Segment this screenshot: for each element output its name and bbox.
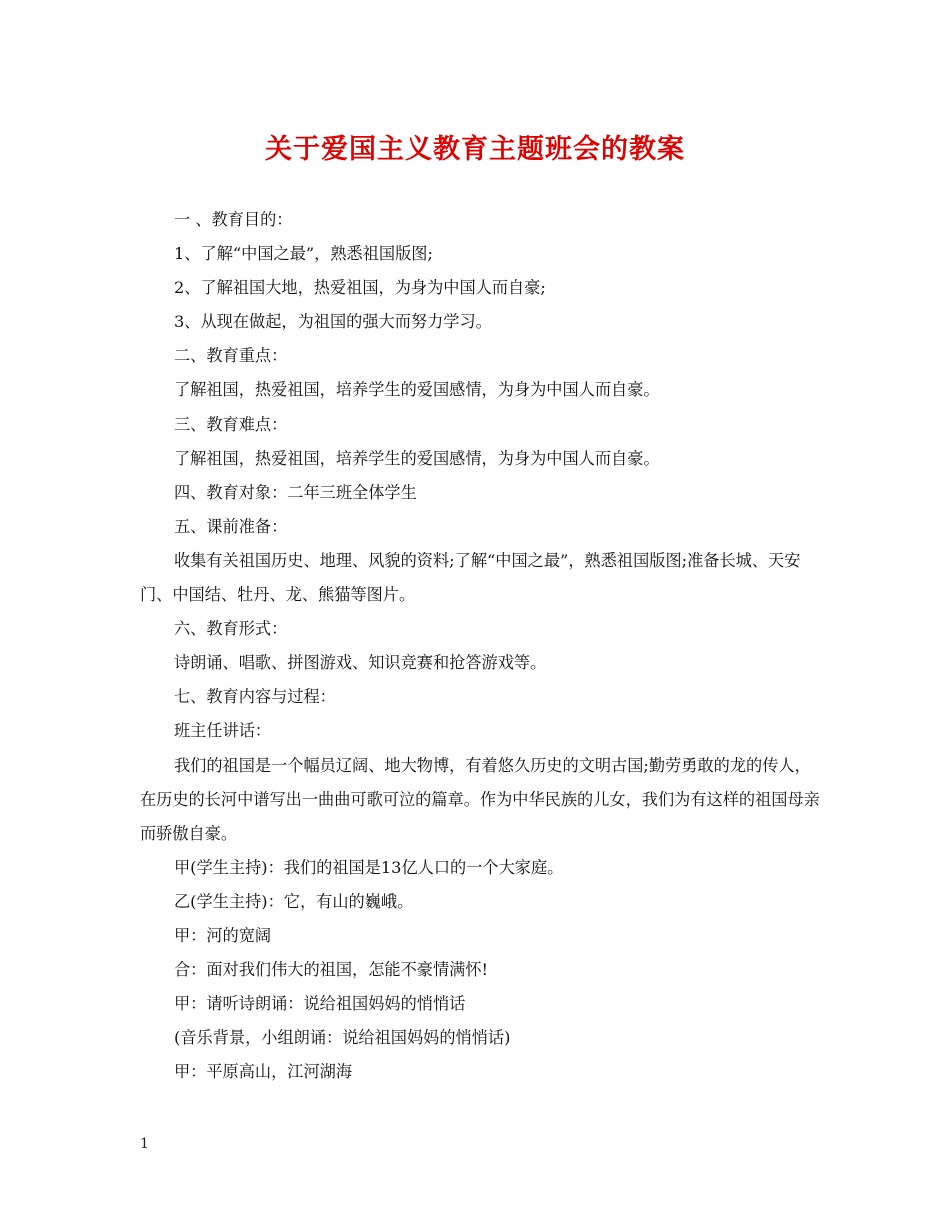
paragraph: (音乐背景，小组朗诵：说给祖国妈妈的悄悄话) [174,1028,511,1048]
paragraph: 了解祖国，热爱祖国，培养学生的爱国感情，为身为中国人而自豪。 [174,448,660,468]
paragraph: 1、了解“中国之最”，熟悉祖国版图; [174,244,433,264]
paragraph: 六、教育形式： [174,619,288,639]
paragraph: 甲：河的宽阔 [174,925,272,945]
paragraph: 诗朗诵、唱歌、拼图游戏、知识竞赛和抢答游戏等。 [174,653,547,673]
paragraph: 班主任讲话： [174,721,272,741]
paragraph: 我们的祖国是一个幅员辽阔、地大物博，有着悠久历史的文明古国;勤劳勇敢的龙的传人，在历史的长河中谱写出一曲曲可歌可泣的篇章。作为中华民族的儿女，我们为有这样的祖国母亲而骄傲自豪。 [140,755,820,843]
paragraph: 合：面对我们伟大的祖国，怎能不豪情满怀! [174,960,489,980]
paragraph: 乙(学生主持)：它，有山的巍峨。 [174,891,414,911]
paragraph: 一 、教育目的： [174,210,293,229]
page-number: 1 [140,1136,149,1152]
paragraph: 七、教育内容与过程： [174,687,336,707]
paragraph: 甲：请听诗朗诵：说给祖国妈妈的悄悄话 [174,994,466,1014]
paragraph: 三、教育难点： [174,414,288,434]
document-title: 关于爱国主义教育主题班会的教案 [265,134,685,165]
paragraph: 收集有关祖国历史、地理、风貌的资料;了解“中国之最”，熟悉祖国版图;准备长城、天安门、中国结、牡丹、龙、熊猫等图片。 [140,550,801,605]
paragraph: 3、从现在做起，为祖国的强大而努力学习。 [174,312,492,332]
paragraph: 四、教育对象：二年三班全体学生 [174,482,417,502]
paragraph: 甲：平原高山，江河湖海 [174,1062,353,1082]
paragraph: 了解祖国，热爱祖国，培养学生的爱国感情，为身为中国人而自豪。 [174,380,660,400]
paragraph: 五、课前准备： [174,516,288,536]
paragraph: 2、了解祖国大地，热爱祖国，为身为中国人而自豪; [174,278,546,298]
document-body [140,203,820,1089]
paragraph: 二、教育重点： [174,346,288,366]
paragraph: 甲(学生主持)：我们的祖国是13亿人口的一个大家庭。 [174,857,564,877]
